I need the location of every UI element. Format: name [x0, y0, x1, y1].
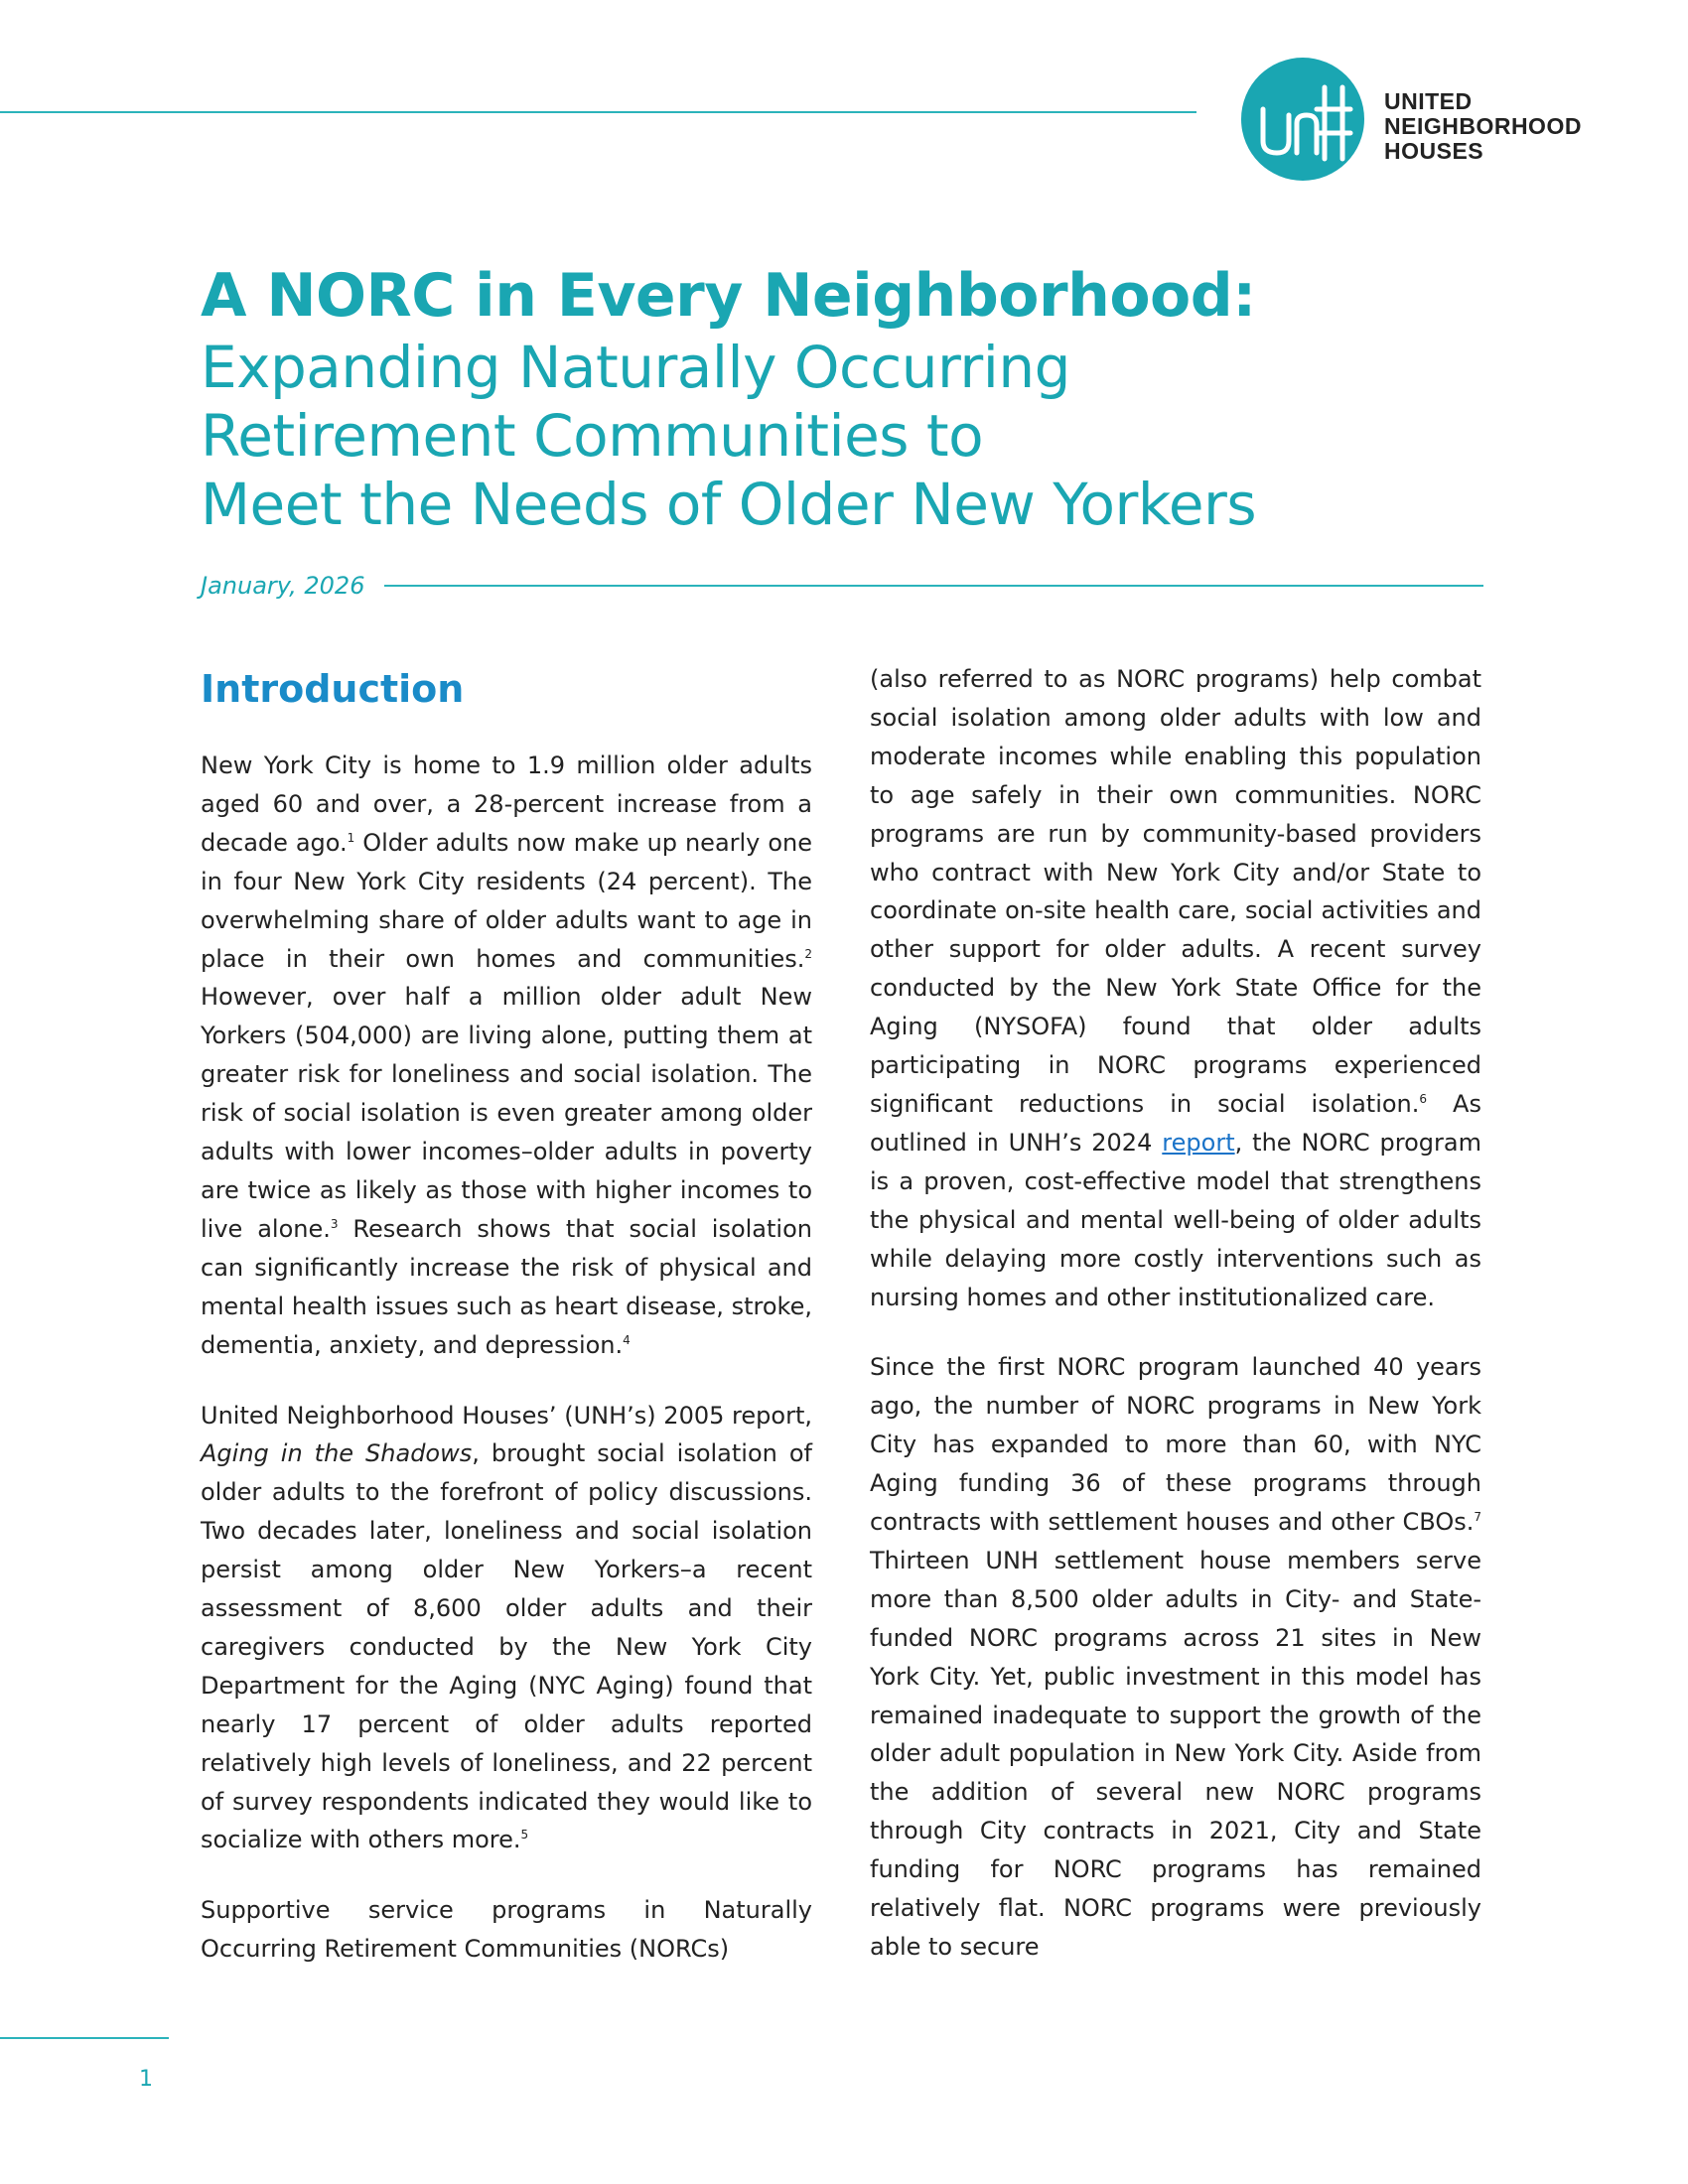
paragraph-4 — [870, 660, 1481, 1316]
logo-line-3: HOUSES — [1384, 138, 1484, 164]
date-rule — [384, 585, 1483, 587]
footer-rule — [0, 2037, 169, 2039]
page-number: 1 — [139, 2067, 153, 2092]
p4-text-a: (also referred to as NORC programs) help combat social isolation among older adults with low and moderate incomes while enabling this population to age safely in their own communities. NORC programs are run by community-based providers who contract with New York City and/or State to coordinate on-site health care, social activities and other support for older adults. A recent survey conducted by the New York State Office for the Aging (NYSOFA) found that older adults participating in NORC programs experienced significant reductions in social isolation. — [870, 665, 1481, 1118]
logo-line-2: NEIGHBORHOOD — [1384, 113, 1582, 139]
right-column — [870, 660, 1481, 1998]
footnote-ref-6[interactable]: 6 — [1419, 1091, 1428, 1106]
publication-date: January, 2026 — [201, 572, 365, 600]
subtitle-line-2: Retirement Communities to — [201, 402, 984, 470]
p5-text-a: Since the first NORC program launched 40 years ago, the number of NORC programs in New York City has expanded to more than 60, with NYC Aging funding 36 of these programs through contracts with settlement houses and other CBOs. — [870, 1353, 1481, 1537]
report-link[interactable]: report — [1162, 1128, 1235, 1157]
paragraph-2 — [201, 1397, 812, 1860]
page-subtitle — [201, 334, 1511, 539]
footnote-ref-1[interactable]: 1 — [347, 830, 355, 845]
report-title-italic: Aging in the Shadows — [201, 1439, 473, 1468]
footnote-ref-5[interactable]: 5 — [520, 1828, 529, 1843]
p4-text-c: , the NORC program is a proven, cost-effective model that strengthens the physical and mental well-being of older adults while delaying more costly interventions such as nursing homes and other institutionalized care. — [870, 1128, 1481, 1311]
left-column — [201, 665, 812, 2000]
p5-text-b: Thirteen UNH settlement house members serve more than 8,500 older adults in City- and State-funded NORC programs across 21 sites in New York City. Yet, public investment in this model has remained inadequate to support the growth of the older adult population in New York City. Aside from the addition of several new NORC programs through City contracts in 2021, City and State funding for NORC programs has remained relatively flat. NORC programs were previously able to secure — [870, 1546, 1481, 1961]
header-rule — [0, 111, 1196, 113]
p4-text-b: As outlined in UNH’s 2024 — [870, 1089, 1481, 1157]
subtitle-line-1: Expanding Naturally Occurring — [201, 334, 1070, 401]
logo-line-1: UNITED — [1384, 88, 1473, 114]
date-line — [201, 566, 1483, 606]
subtitle-line-3: Meet the Needs of Older New Yorkers — [201, 471, 1257, 538]
unh-wordmark — [1384, 89, 1582, 164]
page-title: A NORC in Every Neighborhood: — [201, 261, 1256, 331]
p1-text-d: Research shows that social isolation can significantly increase the risk of physical and mental health issues such as heart disease, stroke, dementia, anxiety, and depression. — [201, 1214, 812, 1359]
footnote-ref-3[interactable]: 3 — [330, 1216, 339, 1231]
footnote-ref-2[interactable]: 2 — [804, 946, 812, 961]
footnote-ref-7[interactable]: 7 — [1474, 1510, 1481, 1525]
unh-logo — [1241, 58, 1582, 177]
section-heading-introduction: Introduction — [201, 667, 465, 711]
footnote-ref-4[interactable]: 4 — [623, 1332, 631, 1347]
p1-text-b: Older adults now make up nearly one in four New York City residents (24 percent). The overwhelming share of older adults want to age in place in their own homes and communities. — [201, 828, 812, 973]
p2-text-a: United Neighborhood Houses’ (UNH’s) 2005 report, — [201, 1401, 812, 1430]
paragraph-3: Supportive service programs in Naturally Occurring Retirement Communities (NORCs) — [201, 1896, 812, 1964]
paragraph-5 — [870, 1348, 1481, 1967]
p1-text-c: However, over half a million older adult New Yorkers (504,000) are living alone, putting them at greater risk for loneliness and social isolation. The risk of social isolation is even greater among older adults with lower incomes–older adults in poverty are twice as likely as those with higher incomes to live alone. — [201, 983, 812, 1243]
p2-text-b: , brought social isolation of older adults to the forefront of policy discussions. Two decades later, loneliness and social isolation persist among older New Yorkers–a recent assessment of 8,600 older adults and their caregivers conducted by the New York City Department for the Aging (NYC Aging) found that nearly 17 percent of older adults reported relatively high levels of loneliness, and 22 percent of survey respondents indicated they would like to socialize with others more. — [201, 1439, 813, 1854]
unh-logo-mark — [1241, 58, 1364, 181]
paragraph-1 — [201, 747, 812, 1365]
p1-text-a: New York City is home to 1.9 million older adults aged 60 and over, a 28-percent increase from a decade ago. — [201, 751, 812, 857]
